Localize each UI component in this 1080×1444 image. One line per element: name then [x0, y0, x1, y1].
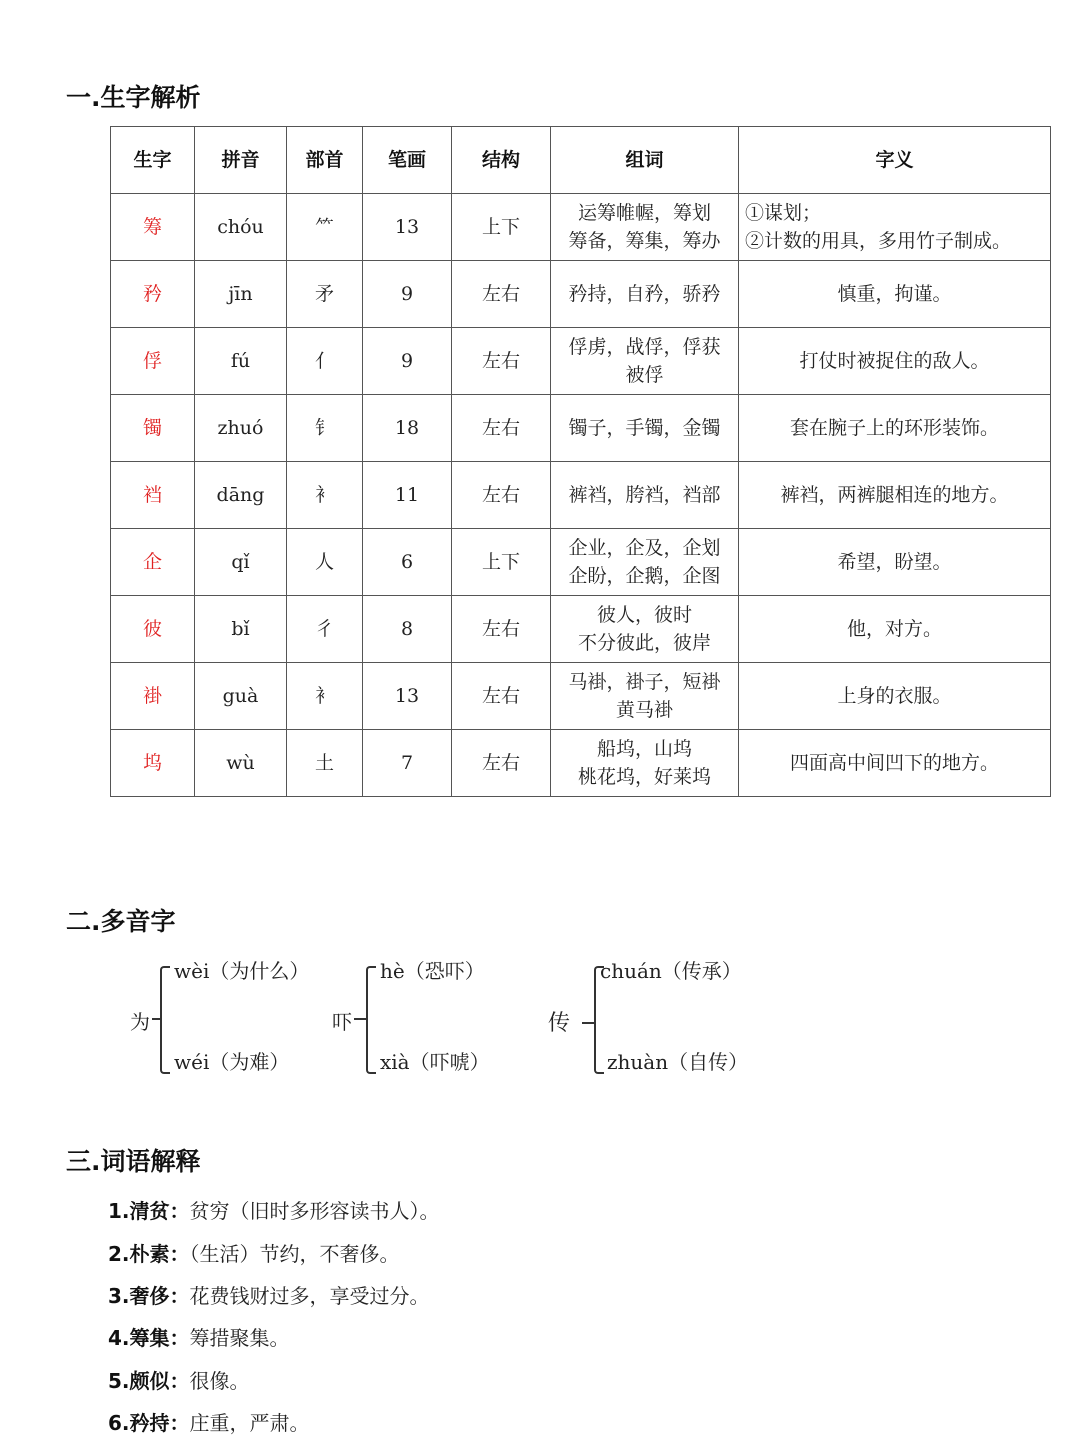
cell-strokes: 9: [363, 328, 452, 395]
vocab-term: 6.矜持：: [108, 1411, 190, 1435]
cell-pinyin: chóu: [195, 194, 287, 261]
vocab-definition: 贫穷（旧时多形容读书人）。: [189, 1199, 440, 1223]
cell-char: 企: [111, 529, 195, 596]
cell-words: [551, 395, 739, 462]
polyphonic-char: 吓: [332, 1010, 352, 1034]
cell-meaning: [739, 261, 1051, 328]
table-row: [111, 596, 1051, 663]
header-meaning: 字义: [739, 127, 1051, 194]
meaning-line: 希望，盼望。: [837, 551, 952, 573]
meaning-line: ②计数的用具，多用竹子制成。: [745, 230, 1012, 252]
cell-pinyin: guà: [195, 663, 287, 730]
word-line: 被俘: [625, 364, 664, 386]
polyphonic-char: 为: [130, 1010, 150, 1034]
word-line: 裤裆，胯裆，裆部: [568, 484, 721, 506]
cell-pinyin: zhuó: [195, 395, 287, 462]
cell-pinyin: dāng: [195, 462, 287, 529]
meaning-line: 四面高中间凹下的地方。: [789, 752, 999, 774]
cell-meaning: [739, 194, 1051, 261]
brace: [366, 966, 376, 1074]
table-row: [111, 395, 1051, 462]
table-row: [111, 529, 1051, 596]
polyphonic-reading: xià（吓唬）: [380, 1050, 490, 1074]
vocab-definition: 庄重，严肃。: [189, 1411, 310, 1435]
table-row: [111, 328, 1051, 395]
cell-strokes: 9: [363, 261, 452, 328]
polyphonic-char: 传: [548, 1011, 571, 1036]
cell-char: 镯: [111, 395, 195, 462]
cell-radical: 亻: [287, 328, 363, 395]
vocab-item: [108, 1407, 310, 1436]
cell-words: [551, 730, 739, 797]
polyphonic-reading: wéi（为难）: [174, 1050, 290, 1074]
cell-radical: 土: [287, 730, 363, 797]
cell-words: [551, 596, 739, 663]
meaning-line: 上身的衣服。: [837, 685, 952, 707]
character-table: [110, 126, 1051, 797]
section-title-vocabulary: 三.词语解释: [66, 1147, 201, 1176]
cell-strokes: 13: [363, 663, 452, 730]
cell-pinyin: bǐ: [195, 596, 287, 663]
word-line: 船坞，山坞: [596, 738, 692, 760]
cell-structure: 上下: [452, 529, 551, 596]
cell-strokes: 18: [363, 395, 452, 462]
cell-words: [551, 328, 739, 395]
cell-words: [551, 663, 739, 730]
word-line: 不分彼此，彼岸: [577, 632, 711, 654]
meaning-line: 套在腕子上的环形装饰。: [789, 417, 999, 439]
cell-structure: 左右: [452, 261, 551, 328]
vocab-definition: 很像。: [189, 1369, 250, 1393]
cell-radical: 钅: [287, 395, 363, 462]
vocab-item: [108, 1195, 440, 1224]
cell-meaning: [739, 730, 1051, 797]
cell-char: 彼: [111, 596, 195, 663]
cell-radical: 人: [287, 529, 363, 596]
cell-meaning: [739, 663, 1051, 730]
table-row: [111, 462, 1051, 529]
word-line: 矜持，自矜，骄矜: [568, 283, 721, 305]
cell-radical: 衤: [287, 663, 363, 730]
brace: [160, 966, 170, 1074]
polyphonic-reading: chuán（传承）: [600, 959, 742, 983]
cell-pinyin: fú: [195, 328, 287, 395]
vocab-term: 4.筹集：: [108, 1326, 190, 1350]
header-strokes: 笔画: [363, 127, 452, 194]
header-char: 生字: [111, 127, 195, 194]
table-header-row: [111, 127, 1051, 194]
word-line: 筹备，筹集，筹办: [568, 230, 721, 252]
vocab-term: 5.颇似：: [108, 1369, 190, 1393]
cell-strokes: 6: [363, 529, 452, 596]
cell-char: 矜: [111, 261, 195, 328]
polyphonic-reading: hè（恐吓）: [380, 959, 485, 983]
header-words: 组词: [551, 127, 739, 194]
meaning-line: 裤裆，两裤腿相连的地方。: [780, 484, 1009, 506]
section-title-polyphonic: 二.多音字: [66, 907, 176, 936]
cell-structure: 左右: [452, 663, 551, 730]
word-line: 镯子，手镯，金镯: [568, 417, 721, 439]
cell-strokes: 8: [363, 596, 452, 663]
word-line: 彼人，彼时: [596, 604, 692, 626]
vocab-definition: 筹措聚集。: [189, 1326, 290, 1350]
header-structure: 结构: [452, 127, 551, 194]
vocab-term: 2.朴素：: [108, 1242, 190, 1266]
cell-strokes: 11: [363, 462, 452, 529]
cell-structure: 左右: [452, 462, 551, 529]
vocab-term: 3.奢侈：: [108, 1284, 190, 1308]
cell-char: 褂: [111, 663, 195, 730]
meaning-line: ①谋划；: [745, 202, 822, 224]
table-row: [111, 194, 1051, 261]
table-row: [111, 663, 1051, 730]
cell-structure: 左右: [452, 730, 551, 797]
cell-radical: 衤: [287, 462, 363, 529]
table-row: [111, 261, 1051, 328]
word-line: 企盼，企鹅，企图: [568, 565, 721, 587]
word-line: 桃花坞，好莱坞: [577, 766, 711, 788]
meaning-line: 慎重，拘谨。: [837, 283, 952, 305]
vocab-definition: 花费钱财过多，享受过分。: [189, 1284, 430, 1308]
meaning-line: 打仗时被捉住的敌人。: [799, 350, 990, 372]
cell-structure: 左右: [452, 328, 551, 395]
vocab-item: [108, 1280, 430, 1309]
cell-char: 俘: [111, 328, 195, 395]
cell-words: [551, 261, 739, 328]
vocab-item: [108, 1238, 400, 1267]
cell-meaning: [739, 462, 1051, 529]
cell-radical: ⺮: [287, 194, 363, 261]
cell-char: 裆: [111, 462, 195, 529]
cell-structure: 左右: [452, 395, 551, 462]
cell-char: 筹: [111, 194, 195, 261]
header-radical: 部首: [287, 127, 363, 194]
vocab-item: [108, 1322, 290, 1351]
cell-strokes: 7: [363, 730, 452, 797]
cell-meaning: [739, 529, 1051, 596]
cell-structure: 上下: [452, 194, 551, 261]
vocab-item: [108, 1365, 250, 1394]
word-line: 企业，企及，企划: [568, 537, 721, 559]
cell-meaning: [739, 596, 1051, 663]
word-line: 马褂，褂子，短褂: [568, 671, 721, 693]
vocab-definition: （生活）节约，不奢侈。: [189, 1242, 400, 1266]
polyphonic-reading: zhuàn（自传）: [607, 1050, 749, 1074]
cell-char: 坞: [111, 730, 195, 797]
cell-strokes: 13: [363, 194, 452, 261]
cell-meaning: [739, 328, 1051, 395]
cell-words: [551, 529, 739, 596]
cell-words: [551, 462, 739, 529]
meaning-line: 他，对方。: [846, 618, 942, 640]
word-line: 运筹帷幄，筹划: [577, 202, 711, 224]
header-pinyin: 拼音: [195, 127, 287, 194]
cell-structure: 左右: [452, 596, 551, 663]
word-line: 黄马褂: [615, 699, 673, 721]
vocab-term: 1.清贫：: [108, 1199, 190, 1223]
cell-meaning: [739, 395, 1051, 462]
cell-words: [551, 194, 739, 261]
cell-pinyin: jīn: [195, 261, 287, 328]
cell-radical: 矛: [287, 261, 363, 328]
cell-pinyin: qǐ: [195, 529, 287, 596]
cell-pinyin: wù: [195, 730, 287, 797]
table-row: [111, 730, 1051, 797]
cell-radical: 彳: [287, 596, 363, 663]
polyphonic-reading: wèi（为什么）: [174, 959, 310, 983]
word-line: 俘虏，战俘，俘获: [568, 336, 721, 358]
section-title-char-analysis: 一.生字解析: [66, 83, 201, 112]
